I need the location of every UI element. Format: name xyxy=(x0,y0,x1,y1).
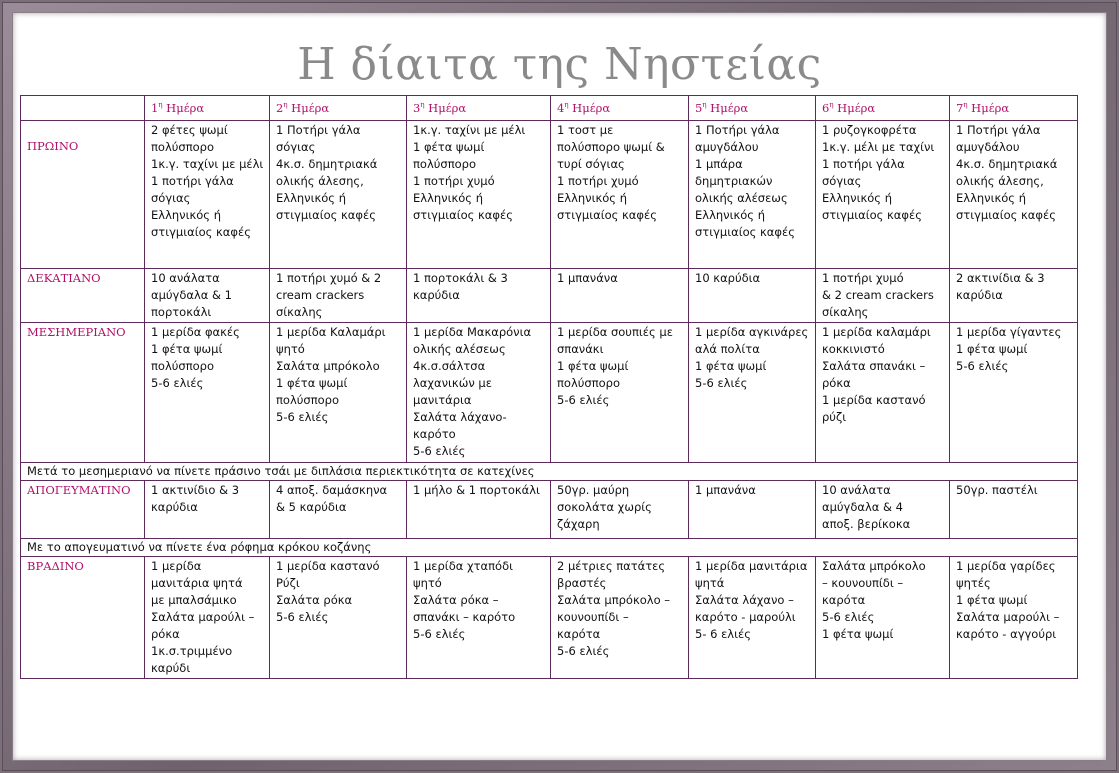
meal-label-proino: ΠΡΩΙΝΟ xyxy=(21,121,145,269)
meal-cell: 1 μερίδα καστανό Ρύζι Σαλάτα ρόκα 5-6 ελιές xyxy=(270,557,407,679)
day-header-5: $5^\eta$ Ημέρα xyxy=(689,96,816,121)
meal-cell: 1 μερίδα γαρίδες ψητές 1 φέτα ψωμί Σαλάτα μαρούλι – καρότο - αγγούρι xyxy=(950,557,1078,679)
meal-label-mesimeriano: ΜΕΣΗΜΕΡΙΑΝΟ xyxy=(21,323,145,463)
meal-cell: 4 αποξ. δαμάσκηνα & 5 καρύδια xyxy=(270,481,407,539)
day-header-6: $6^\eta$ Ημέρα xyxy=(816,96,950,121)
meal-cell: 1 ρυζογκοφρέτα 1κ.γ. μέλι με ταχίνι 1 ποτήρι γάλα σόγιας Ελληνικός ή στιγμιαίος καφές xyxy=(816,121,950,269)
meal-cell: 50γρ. μαύρη σοκολάτα χωρίς ζάχαρη xyxy=(551,481,689,539)
meal-cell: 10 ανάλατα αμύγδαλα & 4 αποξ. βερίκοκα xyxy=(816,481,950,539)
meal-label-apogevmatino: ΑΠΟΓΕΥΜΑΤΙΝΟ xyxy=(21,481,145,539)
row-note-after-afternoon xyxy=(21,539,1078,557)
meal-cell: 1 μερίδα καλαμάρι κοκκινιστό Σαλάτα σπανάκι – ρόκα 1 μερίδα καστανό ρύζι xyxy=(816,323,950,463)
meal-cell: 1 μερίδα σουπιές με σπανάκι 1 φέτα ψωμί πολύσπορο 5-6 ελιές xyxy=(551,323,689,463)
meal-cell: 1 τοστ με πολύσπορο ψωμί & τυρί σόγιας 1 ποτήρι χυμό Ελληνικός ή στιγμιαίος καφές xyxy=(551,121,689,269)
meal-cell: 1 μερίδα γίγαντες 1 φέτα ψωμί 5-6 ελιές xyxy=(950,323,1078,463)
meal-cell: 1 μήλο & 1 πορτοκάλι xyxy=(407,481,551,539)
meal-cell: 2 ακτινίδια & 3 καρύδια xyxy=(950,269,1078,323)
diet-table xyxy=(20,95,1078,679)
meal-cell: 1κ.γ. ταχίνι με μέλι 1 φέτα ψωμί πολύσπορο 1 ποτήρι χυμό Ελληνικός ή στιγμιαίος καφές xyxy=(407,121,551,269)
day-header-7: $7^\eta$ Ημέρα xyxy=(950,96,1078,121)
meal-cell: 1 ακτινίδιο & 3 καρύδια xyxy=(145,481,270,539)
meal-cell: 1 Ποτήρι γάλα σόγιας 4κ.σ. δημητριακά ολικής άλεσης, Ελληνικός ή στιγμιαίος καφές xyxy=(270,121,407,269)
row-apogevmatino xyxy=(21,481,1078,539)
meal-cell: 1 Ποτήρι γάλα αμυγδάλου 1 μπάρα δημητριακών ολικής αλέσεως Ελληνικός ή στιγμιαίος καφές xyxy=(689,121,816,269)
row-vradino xyxy=(21,557,1078,679)
note-after-afternoon: Με το απογευματινό να πίνετε ένα ρόφημα κρόκου κοζάνης xyxy=(21,539,1078,557)
meal-cell: 1 μερίδα αγκινάρες αλά πολίτα 1 φέτα ψωμί 5-6 ελιές xyxy=(689,323,816,463)
row-mesimeriano xyxy=(21,323,1078,463)
meal-cell: 10 ανάλατα αμύγδαλα & 1 πορτοκάλι xyxy=(145,269,270,323)
note-after-lunch: Μετά το μεσημεριανό να πίνετε πράσινο τσάι με διπλάσια περιεκτικότητα σε κατεχίνες xyxy=(21,463,1078,481)
corner-cell xyxy=(21,96,145,121)
meal-cell: 1 μερίδα φακές 1 φέτα ψωμί πολύσπορο 5-6 ελιές xyxy=(145,323,270,463)
meal-cell: 10 καρύδια xyxy=(689,269,816,323)
meal-cell: 1 μερίδα χταπόδι ψητό Σαλάτα ρόκα – σπανάκι – καρότο 5-6 ελιές xyxy=(407,557,551,679)
meal-cell: 1 ποτήρι χυμό & 2 cream crackers σίκαλης xyxy=(816,269,950,323)
meal-cell: 50γρ. παστέλι xyxy=(950,481,1078,539)
meal-cell: 1 μερίδα Καλαμάρι ψητό Σαλάτα μπρόκολο 1 φέτα ψωμί πολύσπορο 5-6 ελιές xyxy=(270,323,407,463)
day-header-1: $1^\eta$ Ημέρα xyxy=(145,96,270,121)
meal-cell: 2 μέτριες πατάτες βραστές Σαλάτα μπρόκολο – κουνουπίδι – καρότα 5-6 ελιές xyxy=(551,557,689,679)
meal-label-vradino: ΒΡΑΔΙΝΟ xyxy=(21,557,145,679)
day-header-4: $4^\eta$ Ημέρα xyxy=(551,96,689,121)
meal-cell: 2 φέτες ψωμί πολύσπορο 1κ.γ. ταχίνι με μέλι 1 ποτήρι γάλα σόγιας Ελληνικός ή στιγμιαίος καφές xyxy=(145,121,270,269)
meal-cell: 1 μερίδα μανιτάρια ψητά με μπαλσάμικο Σαλάτα μαρούλι – ρόκα 1κ.σ.τριμμένο καρύδι xyxy=(145,557,270,679)
page-title: Η δίαιτα της Νηστείας xyxy=(297,39,822,90)
day-header-2: $2^\eta$ Ημέρα xyxy=(270,96,407,121)
meal-cell: 1 μπανάνα xyxy=(551,269,689,323)
meal-cell: 1 μερίδα Μακαρόνια ολικής αλέσεως 4κ.σ.σάλτσα λαχανικών με μανιτάρια Σαλάτα λάχανο- καρότο 5-6 ελιές xyxy=(407,323,551,463)
row-proino xyxy=(21,121,1078,269)
meal-cell: 1 Ποτήρι γάλα αμυγδάλου 4κ.σ. δημητριακά ολικής άλεσης, Ελληνικός ή στιγμιαίος καφές xyxy=(950,121,1078,269)
meal-cell: 1 μερίδα μανιτάρια ψητά Σαλάτα λάχανο – καρότο - μαρούλι 5- 6 ελιές xyxy=(689,557,816,679)
meal-label-dekatiano: ΔΕΚΑΤΙΑΝΟ xyxy=(21,269,145,323)
meal-cell: 1 πορτοκάλι & 3 καρύδια xyxy=(407,269,551,323)
row-note-after-lunch xyxy=(21,463,1078,481)
meal-cell: Σαλάτα μπρόκολο – κουνουπίδι – καρότα 5-6 ελιές 1 φέτα ψωμί xyxy=(816,557,950,679)
row-dekatiano xyxy=(21,269,1078,323)
header-row xyxy=(21,96,1078,121)
day-header-3: $3^\eta$ Ημέρα xyxy=(407,96,551,121)
meal-cell: 1 ποτήρι χυμό & 2 cream crackers σίκαλης xyxy=(270,269,407,323)
meal-cell: 1 μπανάνα xyxy=(689,481,816,539)
